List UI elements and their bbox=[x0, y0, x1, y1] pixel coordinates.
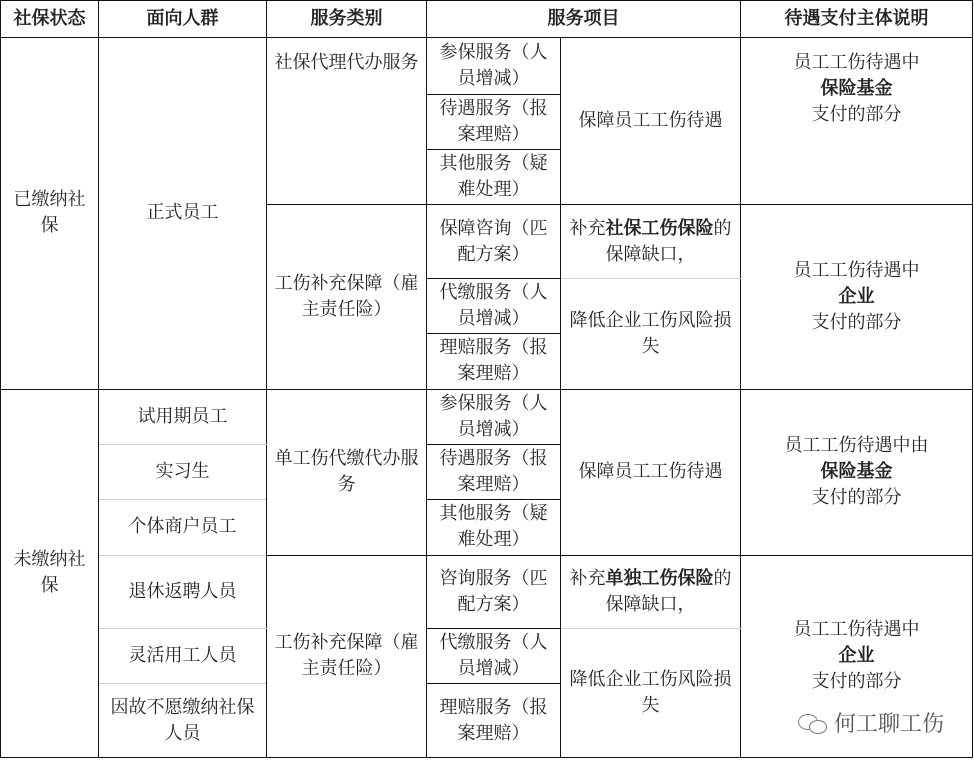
header-row bbox=[1, 1, 973, 38]
service-cell: 待遇服务（报案理赔） bbox=[427, 94, 561, 149]
group-cell: 试用期员工 bbox=[99, 389, 267, 444]
service-cell: 其他服务（疑难处理） bbox=[427, 500, 561, 555]
table-row bbox=[1, 555, 973, 628]
group-cell: 因故不愿缴纳社保人员 bbox=[99, 684, 267, 758]
payment-cell: 员工工伤待遇中 企业 支付的部分 bbox=[741, 205, 973, 389]
group-cell: 退休返聘人员 bbox=[99, 555, 267, 628]
status-cell: 已缴纳社保 bbox=[1, 38, 99, 389]
category-cell: 工伤补充保障（雇主责任险） bbox=[267, 205, 427, 389]
service-cell: 理赔服务（报案理赔） bbox=[427, 684, 561, 758]
service-cell: 参保服务（人员增减） bbox=[427, 38, 561, 94]
service-cell: 代缴服务（人员增减） bbox=[427, 629, 561, 684]
group-cell: 灵活用工人员 bbox=[99, 629, 267, 684]
header-status: 社保状态 bbox=[1, 1, 99, 38]
item-cell: 保障员工工伤待遇 bbox=[561, 38, 741, 205]
payment-cell: 员工工伤待遇中 企业 支付的部分 bbox=[741, 555, 973, 757]
item-cell: 保障员工工伤待遇 bbox=[561, 389, 741, 555]
table-row bbox=[1, 389, 973, 444]
group-cell: 个体商户员工 bbox=[99, 500, 267, 555]
table-row bbox=[1, 38, 973, 94]
service-cell: 其他服务（疑难处理） bbox=[427, 149, 561, 204]
item-cell: 降低企业工伤风险损失 bbox=[561, 629, 741, 758]
category-cell: 社保代理代办服务 bbox=[267, 38, 427, 205]
service-cell: 保障咨询（匹配方案） bbox=[427, 205, 561, 278]
group-cell: 正式员工 bbox=[99, 38, 267, 389]
payment-cell: 员工工伤待遇中由 保险基金 支付的部分 bbox=[741, 389, 973, 555]
header-category: 服务类别 bbox=[267, 1, 427, 38]
service-cell: 参保服务（人员增减） bbox=[427, 389, 561, 444]
watermark-text: 何工聊工伤 bbox=[833, 712, 944, 737]
category-cell: 工伤补充保障（雇主责任险） bbox=[267, 555, 427, 757]
service-cell: 咨询服务（匹配方案） bbox=[427, 555, 561, 628]
status-cell: 未缴纳社保 bbox=[1, 389, 99, 757]
service-cell: 待遇服务（报案理赔） bbox=[427, 444, 561, 499]
group-cell: 实习生 bbox=[99, 444, 267, 499]
header-service-items: 服务项目 bbox=[427, 1, 741, 38]
item-cell: 补充单独工伤保险的保障缺口， bbox=[561, 555, 741, 628]
item-cell: 补充社保工伤保险的保障缺口， bbox=[561, 205, 741, 278]
service-cell: 代缴服务（人员增减） bbox=[427, 278, 561, 333]
header-group: 面向人群 bbox=[99, 1, 267, 38]
payment-cell: 员工工伤待遇中 保险基金 支付的部分 bbox=[741, 38, 973, 205]
item-cell: 降低企业工伤风险损失 bbox=[561, 278, 741, 389]
watermark bbox=[798, 707, 944, 738]
category-cell: 单工伤代缴代办服务 bbox=[267, 389, 427, 555]
wechat-icon bbox=[798, 712, 828, 734]
header-payment: 待遇支付主体说明 bbox=[741, 1, 973, 38]
service-cell: 理赔服务（报案理赔） bbox=[427, 334, 561, 389]
